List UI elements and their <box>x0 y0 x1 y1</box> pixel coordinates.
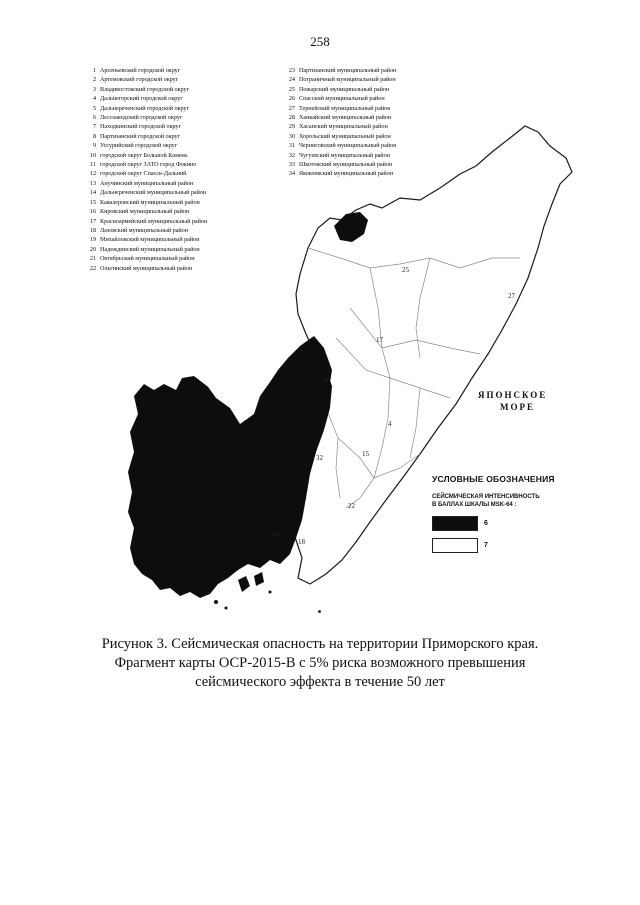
district-list-item <box>287 75 467 84</box>
district-name: Владивостокский городской округ <box>100 85 190 93</box>
sea-label-line1: ЯПОНСКОЕ <box>478 390 548 400</box>
district-number: 29 <box>288 123 295 131</box>
district-name: Хорольский муниципальный район <box>299 132 391 140</box>
district-name: Надеждинский муниципальный район <box>100 245 200 253</box>
legend-subtitle-line2: В БАЛЛАХ ШКАЛЫ MSK-64 : <box>432 501 517 508</box>
district-number: 28 <box>288 114 295 122</box>
sea-label-line2: МОРЕ <box>500 402 535 412</box>
district-number: 5 <box>92 104 96 112</box>
swatch-intensity-6 <box>432 516 478 531</box>
district-name: Уссурийский городской округ <box>100 142 178 150</box>
district-number: 10 <box>89 151 96 159</box>
district-number: 23 <box>288 67 295 74</box>
district-list-item <box>88 66 288 75</box>
legend-item-6 <box>432 515 602 531</box>
district-number: 13 <box>89 179 96 187</box>
district-number: 19 <box>89 236 96 244</box>
district-name: Шкотовский муниципальный район <box>299 161 393 169</box>
district-name: Тернейский муниципальный район <box>299 104 391 112</box>
district-label: 18 <box>298 538 305 546</box>
district-name: Черниговский муниципальный район <box>299 142 397 150</box>
district-name: Партизанский городской округ <box>100 132 181 140</box>
legend-item-7 <box>432 537 602 553</box>
district-name: Арсеньевский городской округ <box>100 67 181 74</box>
district-label: 17 <box>376 336 383 344</box>
district-name: Партизанский муниципальный район <box>299 67 397 74</box>
caption-line2: Фрагмент карты ОСР-2015-В с 5% риска возможного превышения <box>114 655 526 671</box>
district-name: Лазовский муниципальный район <box>100 226 188 234</box>
district-number: 26 <box>288 95 295 103</box>
district-number: 34 <box>288 170 295 178</box>
district-number: 20 <box>89 245 96 253</box>
district-number: 24 <box>288 76 295 84</box>
district-list-item <box>88 94 288 103</box>
district-number: 12 <box>89 170 96 178</box>
district-name: Октябрьский муниципальный район <box>100 255 195 263</box>
district-name: Лесозаводский городской округ <box>100 114 183 122</box>
district-name: городской округ Спасск-Дальний <box>100 170 187 178</box>
district-name: Дальнереченский городской округ <box>100 104 189 112</box>
district-label: 4 <box>388 420 392 428</box>
district-number: 6 <box>92 114 96 122</box>
district-name: Пограничный муниципальный район <box>299 76 396 84</box>
district-name: Яковлевский муниципальный район <box>299 170 394 178</box>
district-name: городской округ Большой Камень <box>100 151 188 159</box>
district-number: 27 <box>288 104 295 112</box>
district-name: Находкинский городской округ <box>100 123 182 131</box>
district-number: 33 <box>288 161 295 169</box>
district-number: 18 <box>89 226 96 234</box>
caption-line3: сейсмического эффекта в течение 50 лет <box>195 674 445 690</box>
district-list-item <box>287 94 467 103</box>
district-name: Ханкайский муниципальный район <box>299 114 392 122</box>
district-number: 4 <box>92 95 96 103</box>
district-number: 17 <box>89 217 96 225</box>
district-name: Анучинский муниципальный район <box>100 179 194 187</box>
district-list-item <box>287 66 467 75</box>
figure-caption <box>40 635 600 692</box>
district-label: 22 <box>348 502 355 510</box>
district-name: Дальнегорский городской округ <box>100 95 183 103</box>
legend-subtitle <box>432 494 602 509</box>
page-number: 258 <box>310 34 330 49</box>
district-number: 7 <box>92 123 96 131</box>
district-label: 25 <box>402 266 409 274</box>
swatch-intensity-7 <box>432 538 478 553</box>
district-name: Михайловский муниципальный район <box>100 236 200 244</box>
district-number: 25 <box>288 85 295 93</box>
district-number: 22 <box>89 264 96 272</box>
district-label: 15 <box>362 450 369 458</box>
district-name: Дальнереченский муниципальный район <box>100 189 207 197</box>
district-number: 31 <box>288 142 295 150</box>
district-label: 14 <box>322 376 329 384</box>
map-legend <box>432 474 602 553</box>
district-name: Кавалеровский муниципальный район <box>100 198 200 206</box>
district-name: Артемовский городской округ <box>100 76 179 84</box>
legend-value: 7 <box>484 541 488 549</box>
district-name: Хасанский муниципальный район <box>299 123 388 131</box>
district-number: 1 <box>92 67 96 74</box>
legend-title: УСЛОВНЫЕ ОБОЗНАЧЕНИЯ <box>432 474 555 484</box>
district-label: 32 <box>316 454 323 462</box>
legend-subtitle-line1: СЕЙСМИЧЕСКАЯ ИНТЕНСИВНОСТЬ <box>432 494 540 500</box>
district-name: Чугуевский муниципальный район <box>299 151 390 159</box>
district-number: 15 <box>89 198 96 206</box>
district-name: Красноармейский муниципальный район <box>100 217 208 225</box>
district-list-item <box>287 85 467 94</box>
district-name: Ольгинский муниципальный район <box>100 264 193 272</box>
district-number: 16 <box>89 208 96 216</box>
district-name: городской округ ЗАТО город Фокино <box>100 161 197 169</box>
district-number: 30 <box>288 132 295 140</box>
district-list-item <box>88 75 288 84</box>
district-number: 8 <box>92 132 96 140</box>
caption-line1: Рисунок 3. Сейсмическая опасность на территории Приморского края. <box>101 636 539 652</box>
district-name: Спасский муниципальный район <box>299 95 385 103</box>
district-number: 3 <box>92 85 96 93</box>
district-number: 11 <box>90 161 96 169</box>
district-number: 14 <box>89 189 96 197</box>
district-number: 2 <box>92 76 96 84</box>
district-number: 32 <box>288 151 295 159</box>
district-label: 23 <box>272 530 279 538</box>
district-list-item <box>88 85 288 94</box>
district-number: 9 <box>92 142 96 150</box>
district-name: Кировский муниципальный район <box>100 208 190 216</box>
district-number: 21 <box>89 255 96 263</box>
district-name: Пожарский муниципальный район <box>299 85 390 93</box>
legend-value: 6 <box>484 519 488 527</box>
district-label: 27 <box>508 292 515 300</box>
stray-dot <box>318 610 321 613</box>
